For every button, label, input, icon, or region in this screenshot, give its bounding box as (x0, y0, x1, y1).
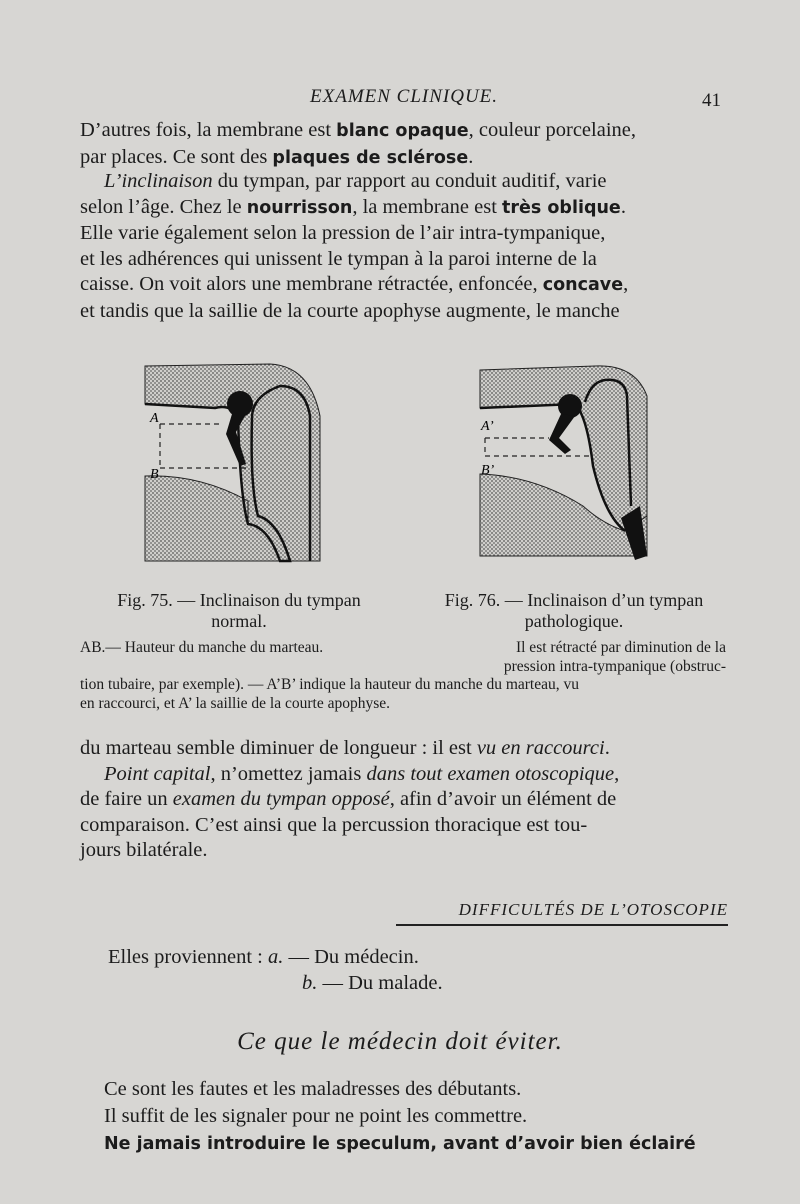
fig75-malleus-head (227, 391, 253, 417)
italic-term: L’inclinaison (104, 170, 213, 192)
text-line (80, 736, 728, 762)
list-item (108, 944, 443, 970)
text-run: . (604, 737, 610, 759)
figures-75-76 (140, 356, 660, 566)
figure-note (80, 639, 726, 713)
text-run: , n’omettez jamais (210, 762, 367, 785)
list-text: — Du médecin. (283, 946, 419, 968)
sources-list (108, 944, 443, 996)
text-line: comparaison. C’est ainsi que la percussion thoracique est tou- (80, 813, 588, 836)
text-line (80, 118, 728, 145)
note-text: AB.— Hauteur du manche du marteau. (80, 639, 324, 656)
text-run: , (623, 273, 629, 295)
paragraph-sclerose (80, 118, 728, 171)
bold-term: plaques de sclérose (272, 147, 469, 168)
text-run: selon l’âge. Chez le (80, 195, 247, 218)
running-header (0, 86, 800, 116)
text-run: du marteau semble diminuer de longueur : il est (80, 737, 477, 759)
caption-line: Fig. 76. — Inclinaison d’un tympan (444, 590, 704, 610)
text-line (80, 145, 728, 172)
fig75-label-b: B (150, 467, 159, 482)
italic-term: examen du tympan opposé (172, 788, 390, 810)
fig75-label-a: A (150, 411, 159, 426)
paragraph-raccourci (80, 736, 728, 864)
text-run: . (620, 195, 626, 218)
text-run: , afin d’avoir un élément de (389, 788, 617, 810)
section-title: DIFFICULTÉS DE L’OTOSCOPIE (396, 900, 728, 926)
text-run: , couleur porcelaine, (468, 119, 636, 141)
note-line: tion tubaire, par exemple). — A’B’ indique la hauteur du manche du marteau, vu (80, 676, 579, 693)
text-run: du tympan, par rapport au conduit auditif, varie (212, 170, 607, 192)
fig76-malleus-handle (549, 414, 575, 454)
italic-term: Point capital (104, 762, 211, 785)
text-run: caisse. On voit alors une membrane rétractée, enfoncée, (80, 273, 543, 295)
text-line (80, 787, 728, 813)
text-line: Ce sont les fautes et les maladresses des débutants. (104, 1078, 522, 1100)
text-line (80, 1130, 728, 1158)
note-line: en raccourci, et A’ la saillie de la courte apophyse. (80, 694, 391, 712)
text-line (80, 762, 728, 788)
list-intro: Elles proviennent : (108, 946, 268, 968)
figure-75-caption (84, 590, 394, 632)
caption-line: normal. (211, 611, 267, 631)
list-item (108, 970, 443, 996)
figure-76-caption (418, 590, 730, 632)
note-text: Il est rétracté par diminution de la (515, 639, 726, 656)
figure-75-tympan-normal (145, 364, 320, 561)
caption-line: pathologique. (524, 611, 624, 631)
bold-term: concave (542, 275, 624, 295)
fig76-label-a: A’ (481, 419, 494, 434)
text-line (80, 272, 728, 299)
caption-line: Fig. 75. — Inclinaison du tympan (117, 590, 361, 610)
text-run: par places. Ce sont des (80, 145, 273, 168)
list-letter: b. (302, 972, 318, 994)
paragraph-inclinaison (80, 169, 728, 324)
italic-term: dans tout examen otoscopique (366, 762, 615, 785)
text-line: et les adhérences qui unissent le tympan à la paroi interne de la (80, 247, 597, 270)
bold-term: très oblique (502, 197, 621, 218)
text-line (80, 169, 728, 195)
text-run: de faire un (80, 788, 173, 810)
fig76-label-b: B’ (481, 463, 495, 478)
paragraph-fautes (80, 1076, 728, 1158)
list-letter: a. (267, 946, 284, 968)
italic-term: vu en raccourci (476, 737, 605, 759)
page-number: 41 (702, 90, 721, 111)
text-line: Elle varie également selon la pression de l’air intra-tympanique, (80, 222, 606, 244)
text-line: Il suffit de les signaler pour ne point les commettre. (104, 1105, 528, 1127)
running-title: EXAMEN CLINIQUE. (310, 86, 499, 107)
text-line: jours bilatérale. (80, 839, 208, 861)
bold-term: Ne jamais introduire le speculum, avant d’avoir bien éclairé (104, 1134, 696, 1154)
text-run: . (468, 145, 474, 168)
subsection-heading: Ce que le médecin doit éviter. (237, 1028, 563, 1055)
text-run: D’autres fois, la membrane est (80, 119, 337, 141)
bold-term: blanc opaque (336, 121, 469, 141)
note-line: pression intra-tympanique (obstruc- (503, 657, 726, 675)
bold-term: nourrisson (246, 197, 353, 218)
figure-76-tympan-pathologique (480, 366, 647, 560)
text-run: , (614, 762, 620, 785)
note-line (80, 639, 726, 658)
text-line: et tandis que la saillie de la courte apophyse augmente, le manche (80, 299, 620, 322)
text-run: , la membrane est (352, 195, 503, 218)
list-text: — Du malade. (317, 972, 443, 994)
text-line (80, 195, 728, 222)
